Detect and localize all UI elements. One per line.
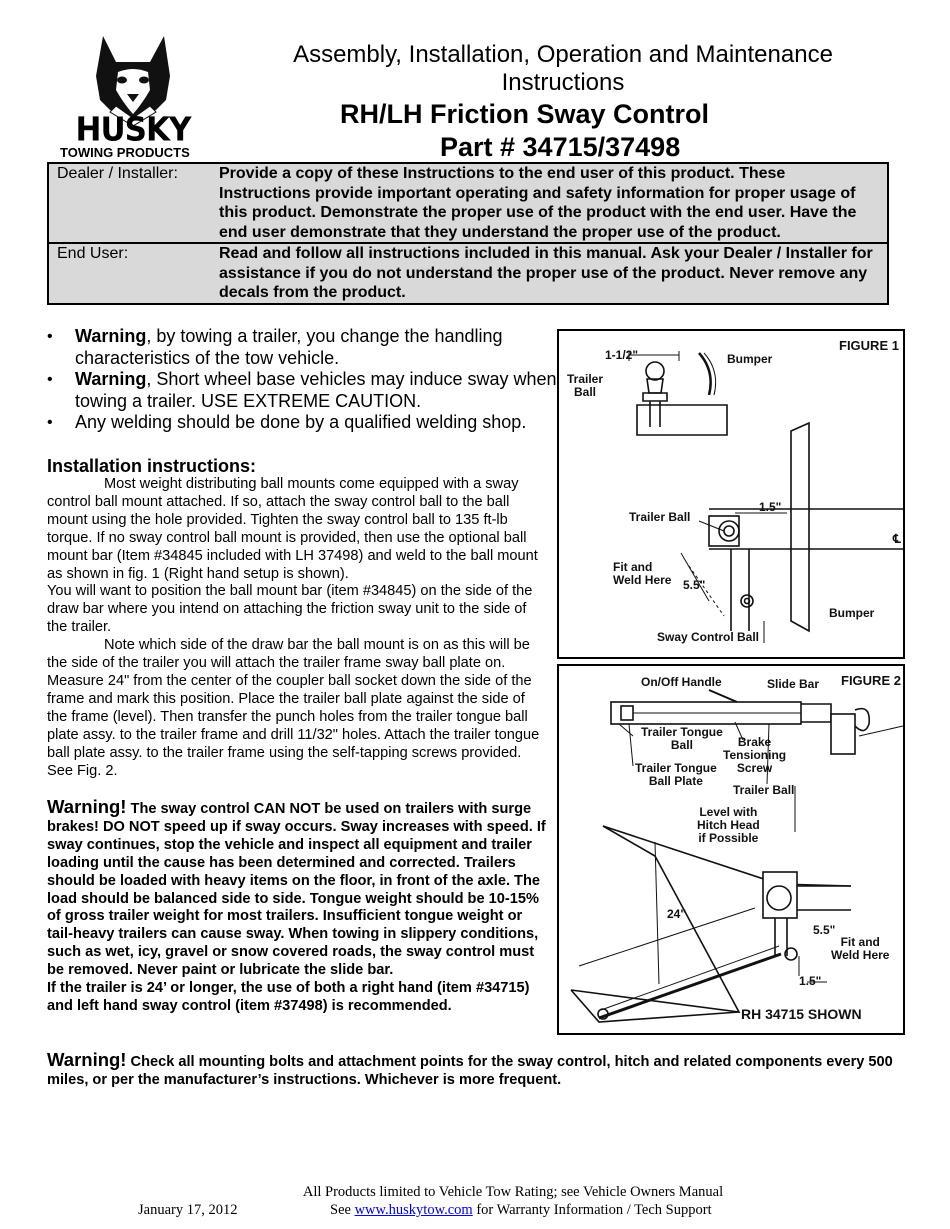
warning-lead: Warning [75, 369, 147, 389]
warning-text: If the trailer is 24’ or longer, the use of both a right hand (item #34715) and left hand sway control (item #37498) is recommended. [47, 980, 530, 1014]
callout-label: Bumper [727, 352, 773, 366]
callout-label: Brake Tensioning Screw [723, 735, 787, 775]
warning-lead: Warning [75, 326, 147, 346]
notice-table [47, 162, 889, 305]
notice-label: End User: [57, 245, 129, 262]
footer-date: January 17, 2012 [138, 1202, 238, 1218]
product-name: RH/LH Friction Sway Control [340, 99, 710, 129]
dimension-label: 1-1/2" [605, 348, 639, 362]
notice-label: Dealer / Installer: [57, 165, 178, 182]
callout-label: Trailer Ball [733, 783, 795, 797]
paragraph: Note which side of the draw bar the ball mount is on as this will be the side of the trailer you will attach the trailer frame sway ball plate on. Measure 24" from the center of the coupler ball socket down the side of the frame and mark this position. Place the trailer ball plate against the side of the frame (level). Then transfer the punch holes from the trailer tongue ball plate assy. to the trailer frame and drill 11/32" holes. Attach the trailer tongue ball plate assy. to the trailer frame using the self-tapping screws provided. See Fig. 2. [47, 637, 540, 779]
callout-label: Trailer Ball [629, 510, 691, 524]
warning-text: , by towing a trailer, you change the handling characteristics of the tow vehicle. [75, 326, 503, 368]
footer-text: for Warranty Information / Tech Support [472, 1202, 712, 1218]
footer-text: See [330, 1202, 355, 1218]
footer-warranty [330, 1202, 712, 1219]
dimension-label: 5.5" [683, 578, 706, 592]
callout-label: Bumper [829, 606, 875, 620]
callout-label: Slide Bar [767, 677, 820, 691]
brand-name: HUSKY [75, 111, 191, 149]
callout-label: Fit and Weld Here [831, 935, 890, 962]
figure-1 [557, 329, 905, 659]
callout-label: Trailer Tongue Ball Plate [635, 761, 717, 788]
warning-text: The sway control CAN NOT be used on trailers with surge brakes! DO NOT speed up if sway occurs. Sway increases with speed. If sway continues, stop the vehicle and inspect all equipment and trailer loading until the cause has been determined and corrected. Trailers should be loaded with heavy items on the floor, in front of the axle. The load should be balanced side to side. Tongue weight should be 10-15% of gross trailer weight for most trailers. Insufficient tongue weight or tail-heavy trailers can cause sway. When towing in slippery conditions, such as wet, icy, gravel or snow covered roads, the sway control must be removed. Never paint or lubricate the slide bar. [47, 801, 546, 979]
husky-logo [58, 28, 208, 160]
callout-label: Sway Control Ball [657, 630, 760, 644]
centerline-icon: ℄ [893, 532, 901, 546]
figure-caption: RH 34715 SHOWN [741, 1006, 862, 1022]
bullet-icon: • [47, 371, 53, 388]
warning-text: Check all mounting bolts and attachment points for the sway control, hitch and related components every 500 miles, or per the manufacturer’s instructions. Whichever is more frequent. [47, 1054, 893, 1088]
figure-title: FIGURE 1 [839, 338, 899, 353]
figure-title: FIGURE 2 [841, 673, 901, 688]
notice-row-end-user [49, 242, 887, 303]
paragraph: Most weight distributing ball mounts come equipped with a sway control ball mount attached. If so, attach the sway control ball to the ball mount using the hole provided. Tighten the sway control ball to 135 ft-lb torque. If no sway control ball mount is provided, then use the optional ball mount bar (Item #34845 included with LH 37498) and weld to the ball mount as shown in fig. 1 (Right hand setup is shown). [47, 476, 538, 582]
warning-lead: Warning! [47, 1049, 127, 1070]
callout-label: On/Off Handle [641, 675, 722, 689]
callout-label: Level with Hitch Head if Possible [697, 805, 760, 845]
notice-row-dealer [49, 164, 887, 242]
website-link[interactable]: www.huskytow.com [354, 1202, 473, 1218]
list-item [47, 326, 557, 369]
warning-text: Any welding should be done by a qualified welding shop. [75, 412, 527, 432]
notice-text: Read and follow all instructions included in this manual. Ask your Dealer / Installer for assistance if you do not understand the proper use of the product. Never remove any decals from the product. [219, 245, 873, 301]
doc-title-line1: Assembly, Installation, Operation and Maintenance [293, 41, 833, 68]
surge-brake-warning [47, 798, 547, 1016]
warning-text: , Short wheel base vehicles may induce sway when towing a trailer. USE EXTREME CAUTION. [75, 369, 557, 411]
bullet-icon: • [47, 414, 53, 431]
notice-text: Provide a copy of these Instructions to the end user of this product. These Instructions provide important operating and safety information for proper usage of this product. Demonstrate the proper use of the product with the end user. Have the end user demonstrate that they understand the proper use of the product. [219, 165, 857, 241]
section-heading: Installation instructions: [47, 456, 257, 476]
callout-label: Trailer Tongue Ball [641, 725, 723, 752]
installation-body [47, 476, 545, 780]
warning-list [47, 326, 557, 434]
dimension-label: 24" [667, 907, 687, 921]
warning-lead: Warning! [47, 796, 127, 817]
paragraph: You will want to position the ball mount bar (item #34845) on the side of the draw bar where you intend on attaching the friction sway unit to the side of the trailer. [47, 583, 533, 636]
inspection-warning [47, 1051, 907, 1090]
footer-note: All Products limited to Vehicle Tow Rating; see Vehicle Owners Manual [302, 1184, 724, 1200]
doc-title-line2: Instructions [501, 69, 625, 96]
list-item [47, 412, 557, 434]
dimension-label: 5.5" [813, 923, 836, 937]
dimension-label: 1.5" [759, 500, 782, 514]
figure-2-drawing [559, 666, 903, 1033]
part-number: Part # 34715/37498 [440, 132, 681, 162]
callout-label: Trailer Ball [567, 372, 604, 399]
brand-subtitle: TOWING PRODUCTS [60, 145, 190, 160]
list-item [47, 369, 557, 412]
bullet-icon: • [47, 328, 53, 345]
figure-2 [557, 664, 905, 1035]
dimension-label: 1.5" [799, 974, 822, 988]
callout-label: Fit and Weld Here [613, 560, 672, 587]
